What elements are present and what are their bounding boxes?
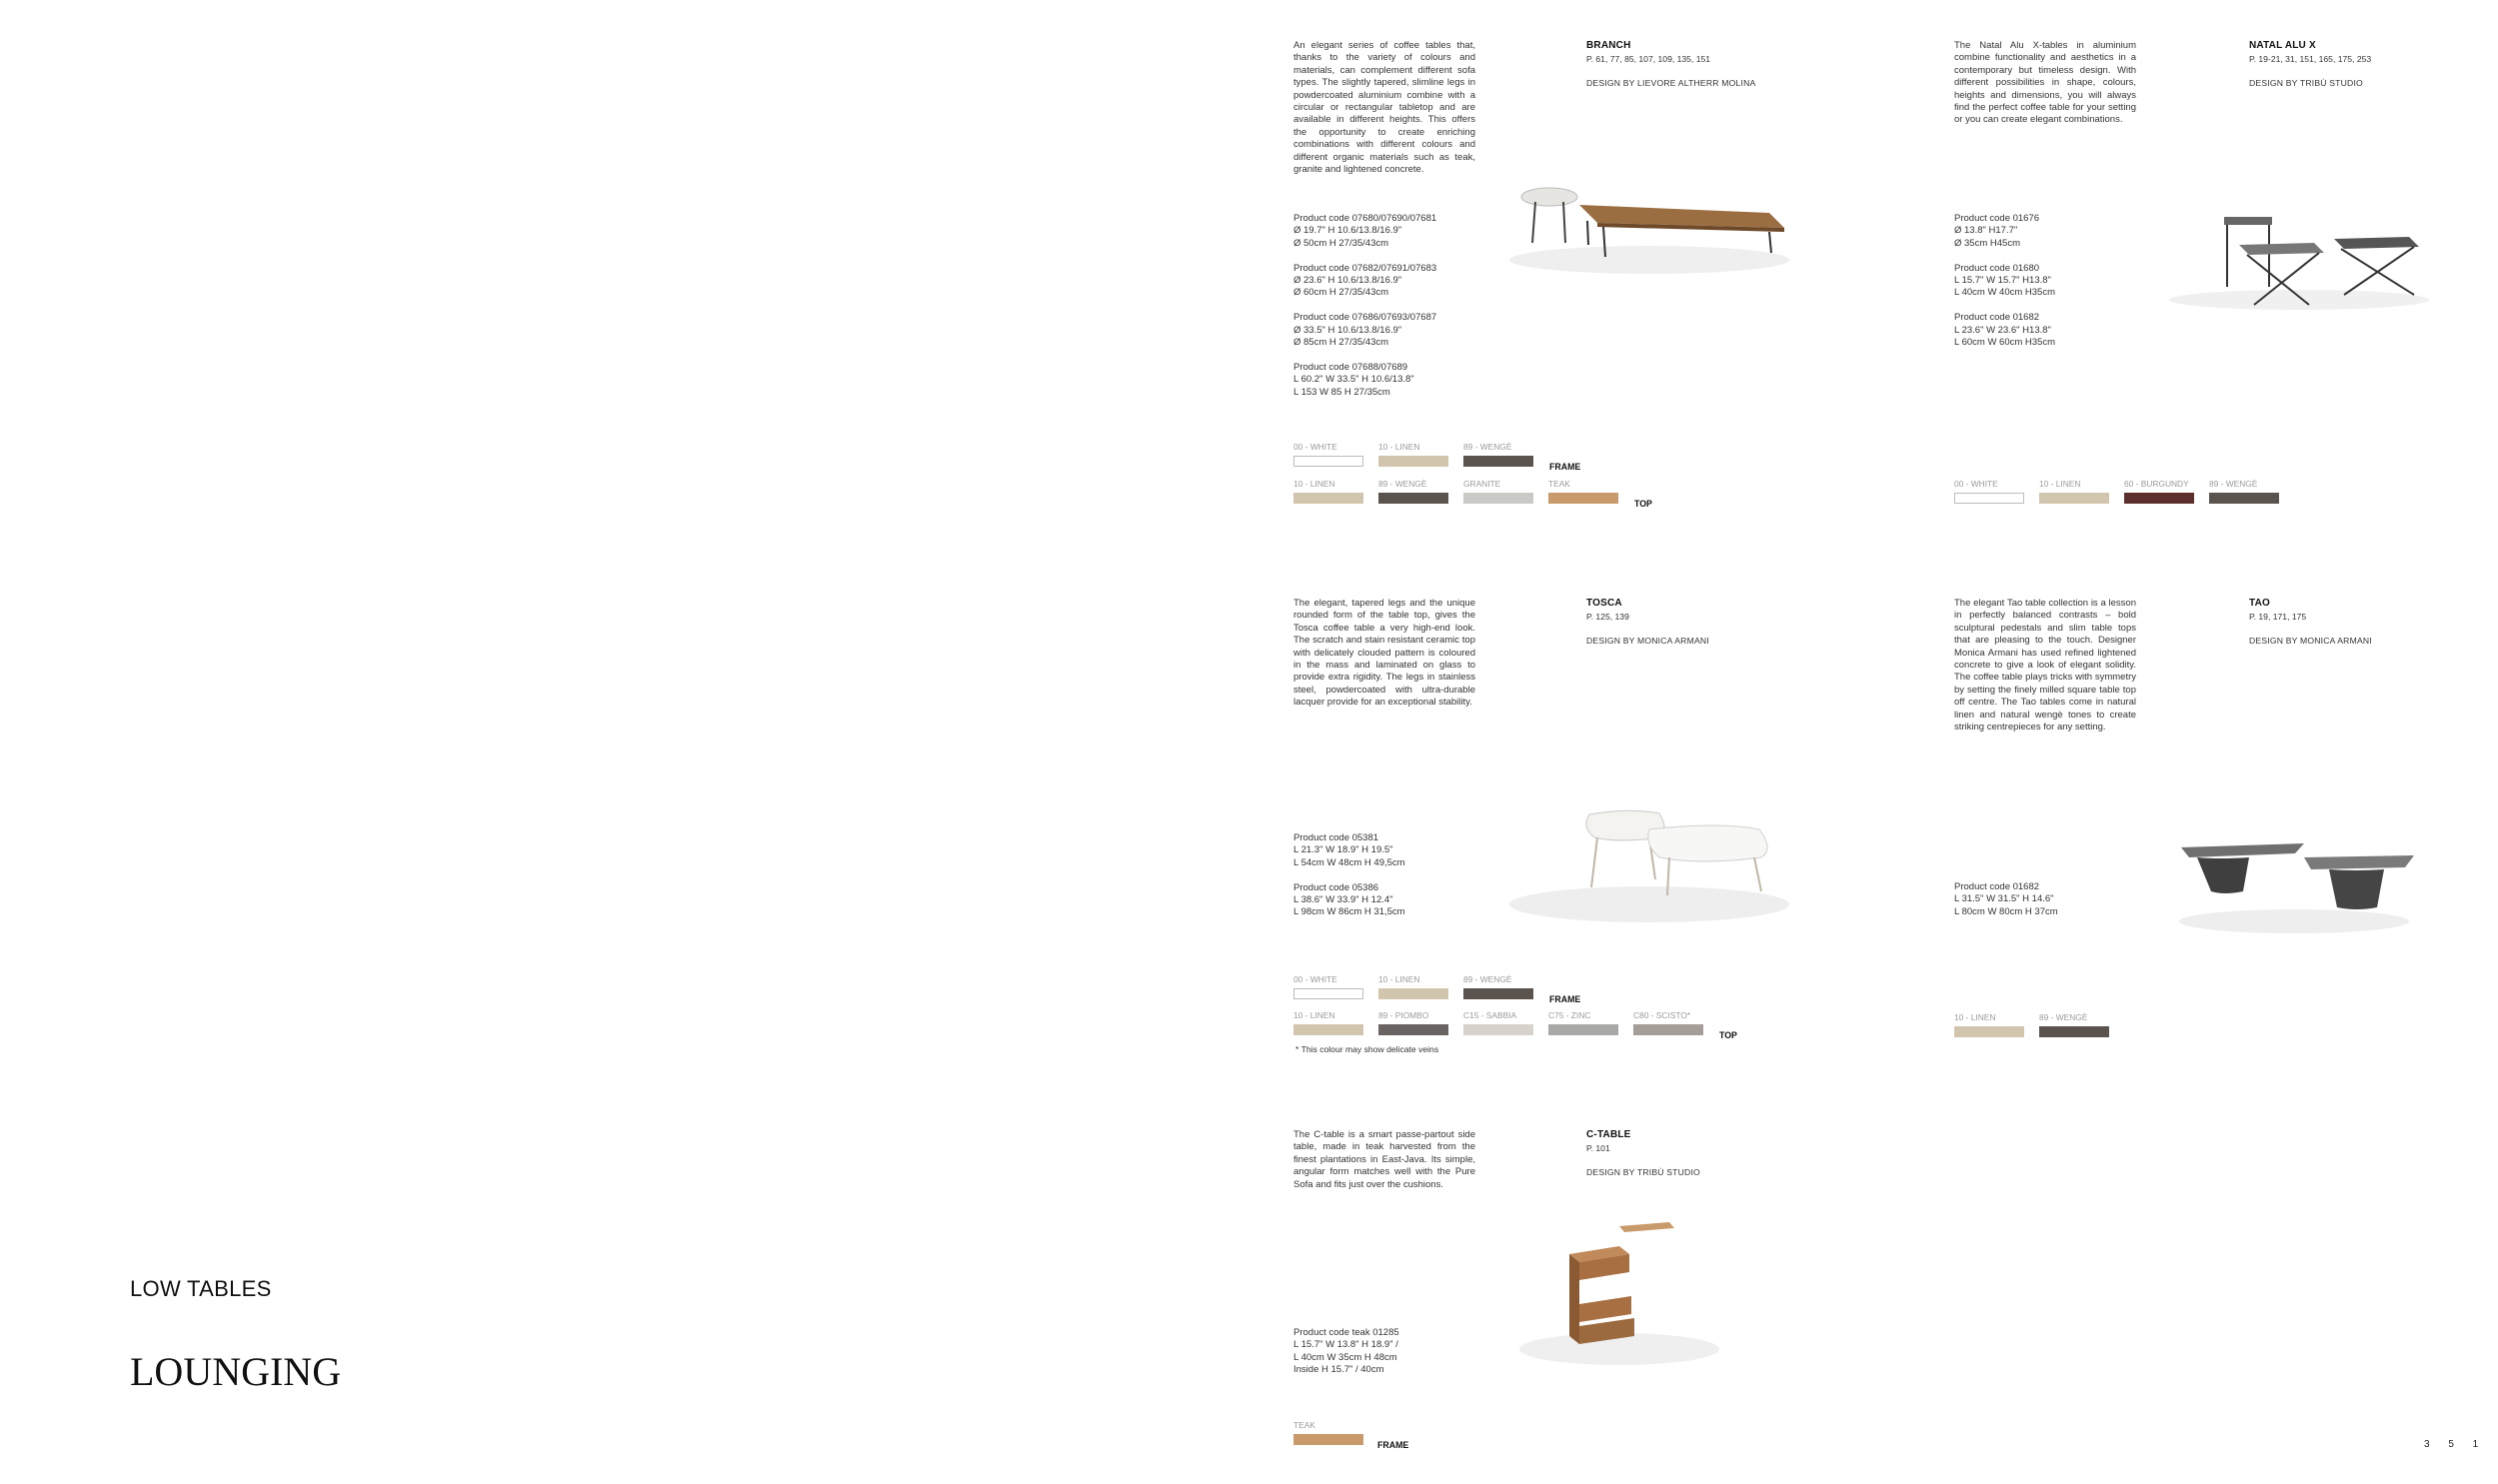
natal-color-swatch: [2124, 493, 2194, 504]
tao-code-line: L 31.5" W 31.5" H 14.6": [1954, 893, 2054, 905]
tosca-top-label: TOP: [1719, 1030, 1737, 1040]
ctable-frame-label: FRAME: [1377, 1440, 1409, 1450]
tao-pages: P. 19, 171, 175: [2249, 612, 2307, 622]
branch-code-line: L 60.2" W 33.5" H 10.6/13.8": [1293, 374, 1414, 386]
branch-product-codes: [1293, 213, 1493, 411]
tosca-footnote: * This colour may show delicate veins: [1295, 1044, 1439, 1054]
natal-color-swatch: [2209, 493, 2279, 504]
tosca-frame-label: FRAME: [1549, 994, 1581, 1004]
tosca-description: The elegant, tapered legs and the unique rounded form of the table top, gives the Tosca coffee table a very high-end look. The scratch and stain resistant ceramic top with delicately clouded pattern is coloured in the mass and laminated on glass to provide extra rigidity. The legs in stainless steel, powdercoated with ultra-durable lacquer provide for an exceptional stability.: [1293, 598, 1475, 709]
tao-code-line: L 80cm W 80cm H 37cm: [1954, 905, 2058, 917]
tosca-code-line: Product code 05386: [1293, 881, 1379, 893]
tao-swatch-label: 89 - WENGÈ: [2039, 1012, 2088, 1022]
natal-code-group: [1954, 263, 2154, 300]
natal-swatch-label: 00 - WHITE: [1954, 479, 1998, 489]
tosca-code-line: L 98cm W 86cm H 31,5cm: [1293, 906, 1405, 918]
branch-top-color-swatch: [1463, 493, 1533, 504]
tosca-code-line: L 21.3" W 18.9" H 19.5": [1293, 844, 1393, 856]
branch-code-line: Product code 07688/07689: [1293, 361, 1408, 373]
tosca-frame-color-swatch: [1293, 988, 1363, 999]
branch-code-line: Ø 33.5" H 10.6/13.8/16.9": [1293, 324, 1402, 336]
tao-title: TAO: [2249, 598, 2270, 609]
branch-designer: DESIGN BY LIEVORE ALTHERR MOLINA: [1586, 78, 1756, 88]
tosca-top-swatch-label: 10 - LINEN: [1293, 1010, 1335, 1020]
natal-code-line: L 23.6" W 23.6" H13.8": [1954, 324, 2051, 336]
branch-code-group: [1293, 263, 1493, 300]
natal-swatch-label: 89 - WENGÈ: [2209, 479, 2258, 489]
tosca-top-swatch-label: C75 - ZINC: [1548, 1010, 1591, 1020]
branch-code-line: Product code 07686/07693/07687: [1293, 312, 1437, 324]
ctable-code-line: Inside H 15.7" / 40cm: [1293, 1364, 1384, 1376]
ctable-code-group: [1293, 1327, 1493, 1377]
tosca-designer: DESIGN BY MONICA ARMANI: [1586, 636, 1709, 646]
branch-top-color-swatch: [1293, 493, 1363, 504]
tosca-top-swatch-label: 89 - PIOMBO: [1378, 1010, 1429, 1020]
ctable-code-line: L 40cm W 35cm H 48cm: [1293, 1351, 1397, 1363]
branch-frame-color-swatch: [1378, 456, 1448, 467]
natal-swatch-label: 10 - LINEN: [2039, 479, 2081, 489]
tosca-frame-swatch-label: 10 - LINEN: [1378, 974, 1420, 984]
tao-table-image: [2169, 829, 2419, 939]
natal-code-line: Ø 35cm H45cm: [1954, 237, 2020, 249]
natal-color-swatch: [2039, 493, 2109, 504]
tosca-code-line: L 54cm W 48cm H 49,5cm: [1293, 856, 1405, 868]
tao-swatch-label: 10 - LINEN: [1954, 1012, 1996, 1022]
natal-pages: P. 19-21, 31, 151, 165, 175, 253: [2249, 54, 2372, 64]
ctable-code-line: L 15.7" W 13.8" H 18.9" /: [1293, 1339, 1398, 1351]
ctable-designer: DESIGN BY TRIBÙ STUDIO: [1586, 1167, 1700, 1177]
natal-code-line: Product code 01680: [1954, 262, 2040, 274]
branch-top-swatch-label: 10 - LINEN: [1293, 479, 1335, 489]
branch-code-line: Ø 23.6" H 10.6/13.8/16.9": [1293, 275, 1402, 287]
ctable-image: [1509, 1224, 1739, 1374]
branch-code-line: Ø 85cm H 27/35/43cm: [1293, 337, 1389, 349]
tosca-code-line: Product code 05381: [1293, 832, 1379, 843]
section-subtitle: LOW TABLES: [130, 1276, 272, 1301]
tao-description: The elegant Tao table collection is a lesson in perfectly balanced contrasts – bold sculptural pedestals and slim table tops that are pleasing to the touch. Designer Monica Armani has used refined lightened concrete to give a look of elegant solidity. The coffee table plays tricks with symmetry by setting the finely milled square table top off centre. The Tao tables come in natural linen and natural wengè tones to create striking centrepieces for any setting.: [1954, 598, 2136, 734]
tao-code-line: Product code 01682: [1954, 881, 2040, 892]
tosca-product-codes: [1293, 832, 1493, 931]
branch-frame-color-swatch: [1293, 456, 1363, 467]
branch-code-line: Ø 19.7" H 10.6/13.8/16.9": [1293, 225, 1402, 237]
ctable-frame-swatch-label: TEAK: [1293, 1420, 1315, 1430]
tosca-top-color-swatch: [1548, 1024, 1618, 1035]
branch-code-group: [1293, 213, 1493, 250]
branch-code-line: Product code 07682/07691/07683: [1293, 262, 1437, 274]
branch-code-line: Ø 60cm H 27/35/43cm: [1293, 287, 1389, 299]
branch-top-swatch-label: TEAK: [1548, 479, 1570, 489]
branch-top-swatch-label: GRANITE: [1463, 479, 1501, 489]
tosca-frame-color-swatch: [1378, 988, 1448, 999]
ctable-code-line: Product code teak 01285: [1293, 1327, 1399, 1338]
tosca-top-color-swatch: [1633, 1024, 1703, 1035]
natal-code-line: Product code 01682: [1954, 312, 2040, 324]
branch-top-color-swatch: [1548, 493, 1618, 504]
natal-code-group: [1954, 312, 2154, 349]
natal-code-line: L 40cm W 40cm H35cm: [1954, 287, 2056, 299]
tosca-code-line: L 38.6" W 33.9" H 12.4": [1293, 894, 1393, 906]
tosca-table-image: [1499, 799, 1789, 929]
tosca-frame-color-swatch: [1463, 988, 1533, 999]
branch-table-image: [1499, 185, 1799, 285]
ctable-pages: P. 101: [1586, 1143, 1610, 1153]
branch-code-line: Ø 50cm H 27/35/43cm: [1293, 237, 1389, 249]
tosca-code-group: [1293, 882, 1493, 919]
tosca-frame-swatch-label: 89 - WENGÈ: [1463, 974, 1512, 984]
tosca-pages: P. 125, 139: [1586, 612, 1629, 622]
branch-top-swatch-label: 89 - WENGÈ: [1378, 479, 1427, 489]
branch-code-line: Product code 07680/07690/07681: [1293, 213, 1437, 224]
natal-color-swatch: [1954, 493, 2024, 504]
tao-code-group: [1954, 881, 2154, 918]
branch-frame-swatch-label: 00 - WHITE: [1293, 442, 1337, 452]
natal-description: The Natal Alu X-tables in aluminium combine functionality and aesthetics in a contemporary but timeless design. With different possibilities in shape, colours, heights and dimensions, you will always find the perfect coffee table for your setting or you can create elegant combinations.: [1954, 40, 2136, 126]
branch-code-line: L 153 W 85 H 27/35cm: [1293, 386, 1390, 398]
tao-designer: DESIGN BY MONICA ARMANI: [2249, 636, 2372, 646]
branch-code-group: [1293, 362, 1493, 399]
tosca-title: TOSCA: [1586, 598, 1622, 609]
natal-code-line: L 15.7" W 15.7" H13.8": [1954, 275, 2051, 287]
tao-color-swatch: [2039, 1026, 2109, 1037]
ctable-frame-color-swatch: [1293, 1434, 1363, 1445]
tosca-top-swatch-label: C15 - SABBIA: [1463, 1010, 1517, 1020]
ctable-description: The C-table is a smart passe-partout side table, made in teak harvested from the finest plantations in East-Java. Its simple, angular form matches well with the Pure Sofa and fits just over the cushions.: [1293, 1129, 1475, 1190]
tosca-code-group: [1293, 832, 1493, 869]
tosca-top-swatch-label: C80 - SCISTO*: [1633, 1010, 1691, 1020]
tosca-top-color-swatch: [1293, 1024, 1363, 1035]
branch-description: An elegant series of coffee tables that, thanks to the variety of colours and materials, can complement different sofa types. The slightly tapered, slimline legs in powdercoated aluminium combine with a circular or rectangular tabletop and are available in different heights. This offers the opportunity to create enriching combinations with different colours and different organic materials such as teak, granite and lightened concrete.: [1293, 40, 1475, 176]
natal-swatch-label: 60 - BURGUNDY: [2124, 479, 2189, 489]
branch-top-label: TOP: [1634, 499, 1652, 509]
branch-frame-swatch-label: 89 - WENGÈ: [1463, 442, 1512, 452]
natal-code-line: Ø 13.8" H17.7": [1954, 225, 2018, 237]
ctable-title: C-TABLE: [1586, 1129, 1631, 1140]
natal-title: NATAL ALU X: [2249, 40, 2316, 51]
natal-table-image: [2159, 205, 2429, 315]
branch-frame-label: FRAME: [1549, 462, 1581, 472]
tosca-top-color-swatch: [1378, 1024, 1448, 1035]
tosca-frame-swatch-label: 00 - WHITE: [1293, 974, 1337, 984]
section-title: LOUNGING: [130, 1349, 342, 1394]
natal-product-codes: [1954, 213, 2154, 362]
tao-color-swatch: [1954, 1026, 2024, 1037]
natal-code-group: [1954, 213, 2154, 250]
branch-code-group: [1293, 312, 1493, 349]
natal-designer: DESIGN BY TRIBÙ STUDIO: [2249, 78, 2363, 88]
branch-frame-swatch-label: 10 - LINEN: [1378, 442, 1420, 452]
page-number: 3 5 1: [2424, 1439, 2487, 1450]
tao-product-codes: [1954, 881, 2154, 931]
natal-code-line: L 60cm W 60cm H35cm: [1954, 337, 2056, 349]
branch-top-color-swatch: [1378, 493, 1448, 504]
natal-code-line: Product code 01676: [1954, 213, 2040, 224]
branch-frame-color-swatch: [1463, 456, 1533, 467]
branch-title: BRANCH: [1586, 40, 1631, 51]
ctable-product-codes: [1293, 1327, 1493, 1389]
tosca-top-color-swatch: [1463, 1024, 1533, 1035]
branch-pages: P. 61, 77, 85, 107, 109, 135, 151: [1586, 54, 1711, 64]
